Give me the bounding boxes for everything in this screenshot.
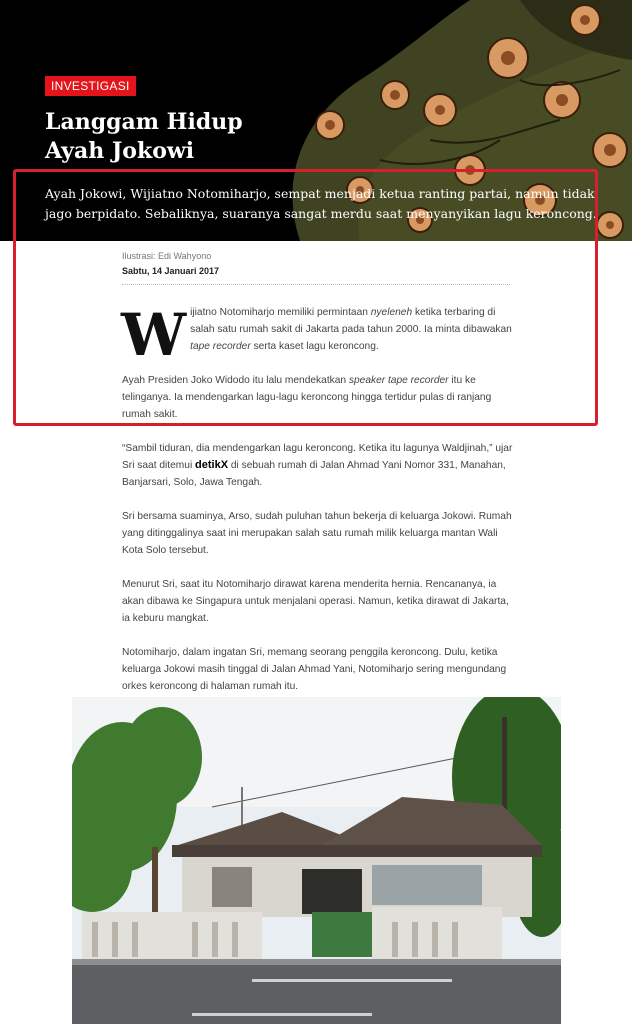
- paragraph-text: ijiatno Notomiharjo memiliki permintaan: [190, 307, 371, 318]
- article-title: [45, 108, 305, 166]
- illustration-credit: Ilustrasi: Edi Wahyono: [122, 251, 212, 261]
- paragraph-text: di sebuah rumah di Jalan Ahmad Yani Nomor 331, Manahan, Banjarsari, Solo, Jawa Tengah.: [122, 460, 506, 488]
- divider: [122, 284, 510, 285]
- paragraph-3: [122, 440, 514, 491]
- publish-date: Sabtu, 14 Januari 2017: [122, 266, 220, 276]
- paragraph-text: “Sambil tiduran, dia mendengarkan lagu keroncong. Ketika itu lagunya Waldjinah,” ujar Sri saat ditemui: [122, 443, 513, 471]
- hero-header: [0, 0, 632, 241]
- emphasis-text: speaker tape recorder: [348, 375, 449, 386]
- paragraph-text: ketika terbaring di salah satu rumah sakit di Jakarta pada tahun 2000. Ia minta dibawakan: [190, 307, 512, 335]
- paragraph-4: Sri bersama suaminya, Arso, sudah puluhan tahun bekerja di keluarga Jokowi. Rumah yang ditinggalinya saat ini merupakan salah satu rumah milik keluarga mantan Wali Kota Solo tersebut.: [122, 511, 512, 556]
- paragraph-text: itu ke telinganya. Ia mendengarkan lagu-lagu keroncong hingga tertidur pulas di ranjang rumah sakit.: [122, 375, 492, 420]
- paragraph-2: [122, 372, 514, 423]
- emphasis-text: nyeleneh: [370, 307, 413, 318]
- paragraph-6: Notomiharjo, dalam ingatan Sri, memang seorang penggila keroncong. Dulu, ketika keluarga Jokowi masih tinggal di Jalan Ahmad Yani, Notomiharjo sering mengundang orkes keroncong di halaman rumah itu.: [122, 647, 507, 692]
- paragraph-text: Ayah Presiden Joko Widodo itu lalu mendekatkan: [122, 375, 349, 386]
- article-meta: [122, 250, 510, 278]
- detikx-brand: detikX: [195, 459, 229, 471]
- lead-text: Ayah Jokowi, Wijiatno Notomiharjo, sempat menjadi ketua ranting partai, namun tidak jago berpidato. Sebaliknya, suaranya sangat merdu saat menyanyikan lagu keroncong.: [45, 186, 597, 221]
- drop-cap: W: [121, 301, 187, 369]
- paragraph-text: serta kaset lagu keroncong.: [250, 341, 379, 352]
- house-photo: [72, 697, 561, 1024]
- title-line-1: Langgam Hidup: [45, 109, 243, 135]
- category-badge[interactable]: INVESTIGASI: [45, 76, 136, 96]
- title-line-2: Ayah Jokowi: [45, 138, 195, 164]
- house-photo-illustration: [72, 697, 561, 1024]
- paragraph-5: Menurut Sri, saat itu Notomiharjo dirawat karena menderita hernia. Rencananya, ia akan dibawa ke Singapura untuk menjalani operasi. Namun, ketika dirawat di Jakarta, ia keburu mangkat.: [122, 579, 509, 624]
- paragraph-1: [121, 301, 514, 369]
- article-body: [121, 301, 514, 712]
- emphasis-text: tape recorder: [190, 341, 251, 352]
